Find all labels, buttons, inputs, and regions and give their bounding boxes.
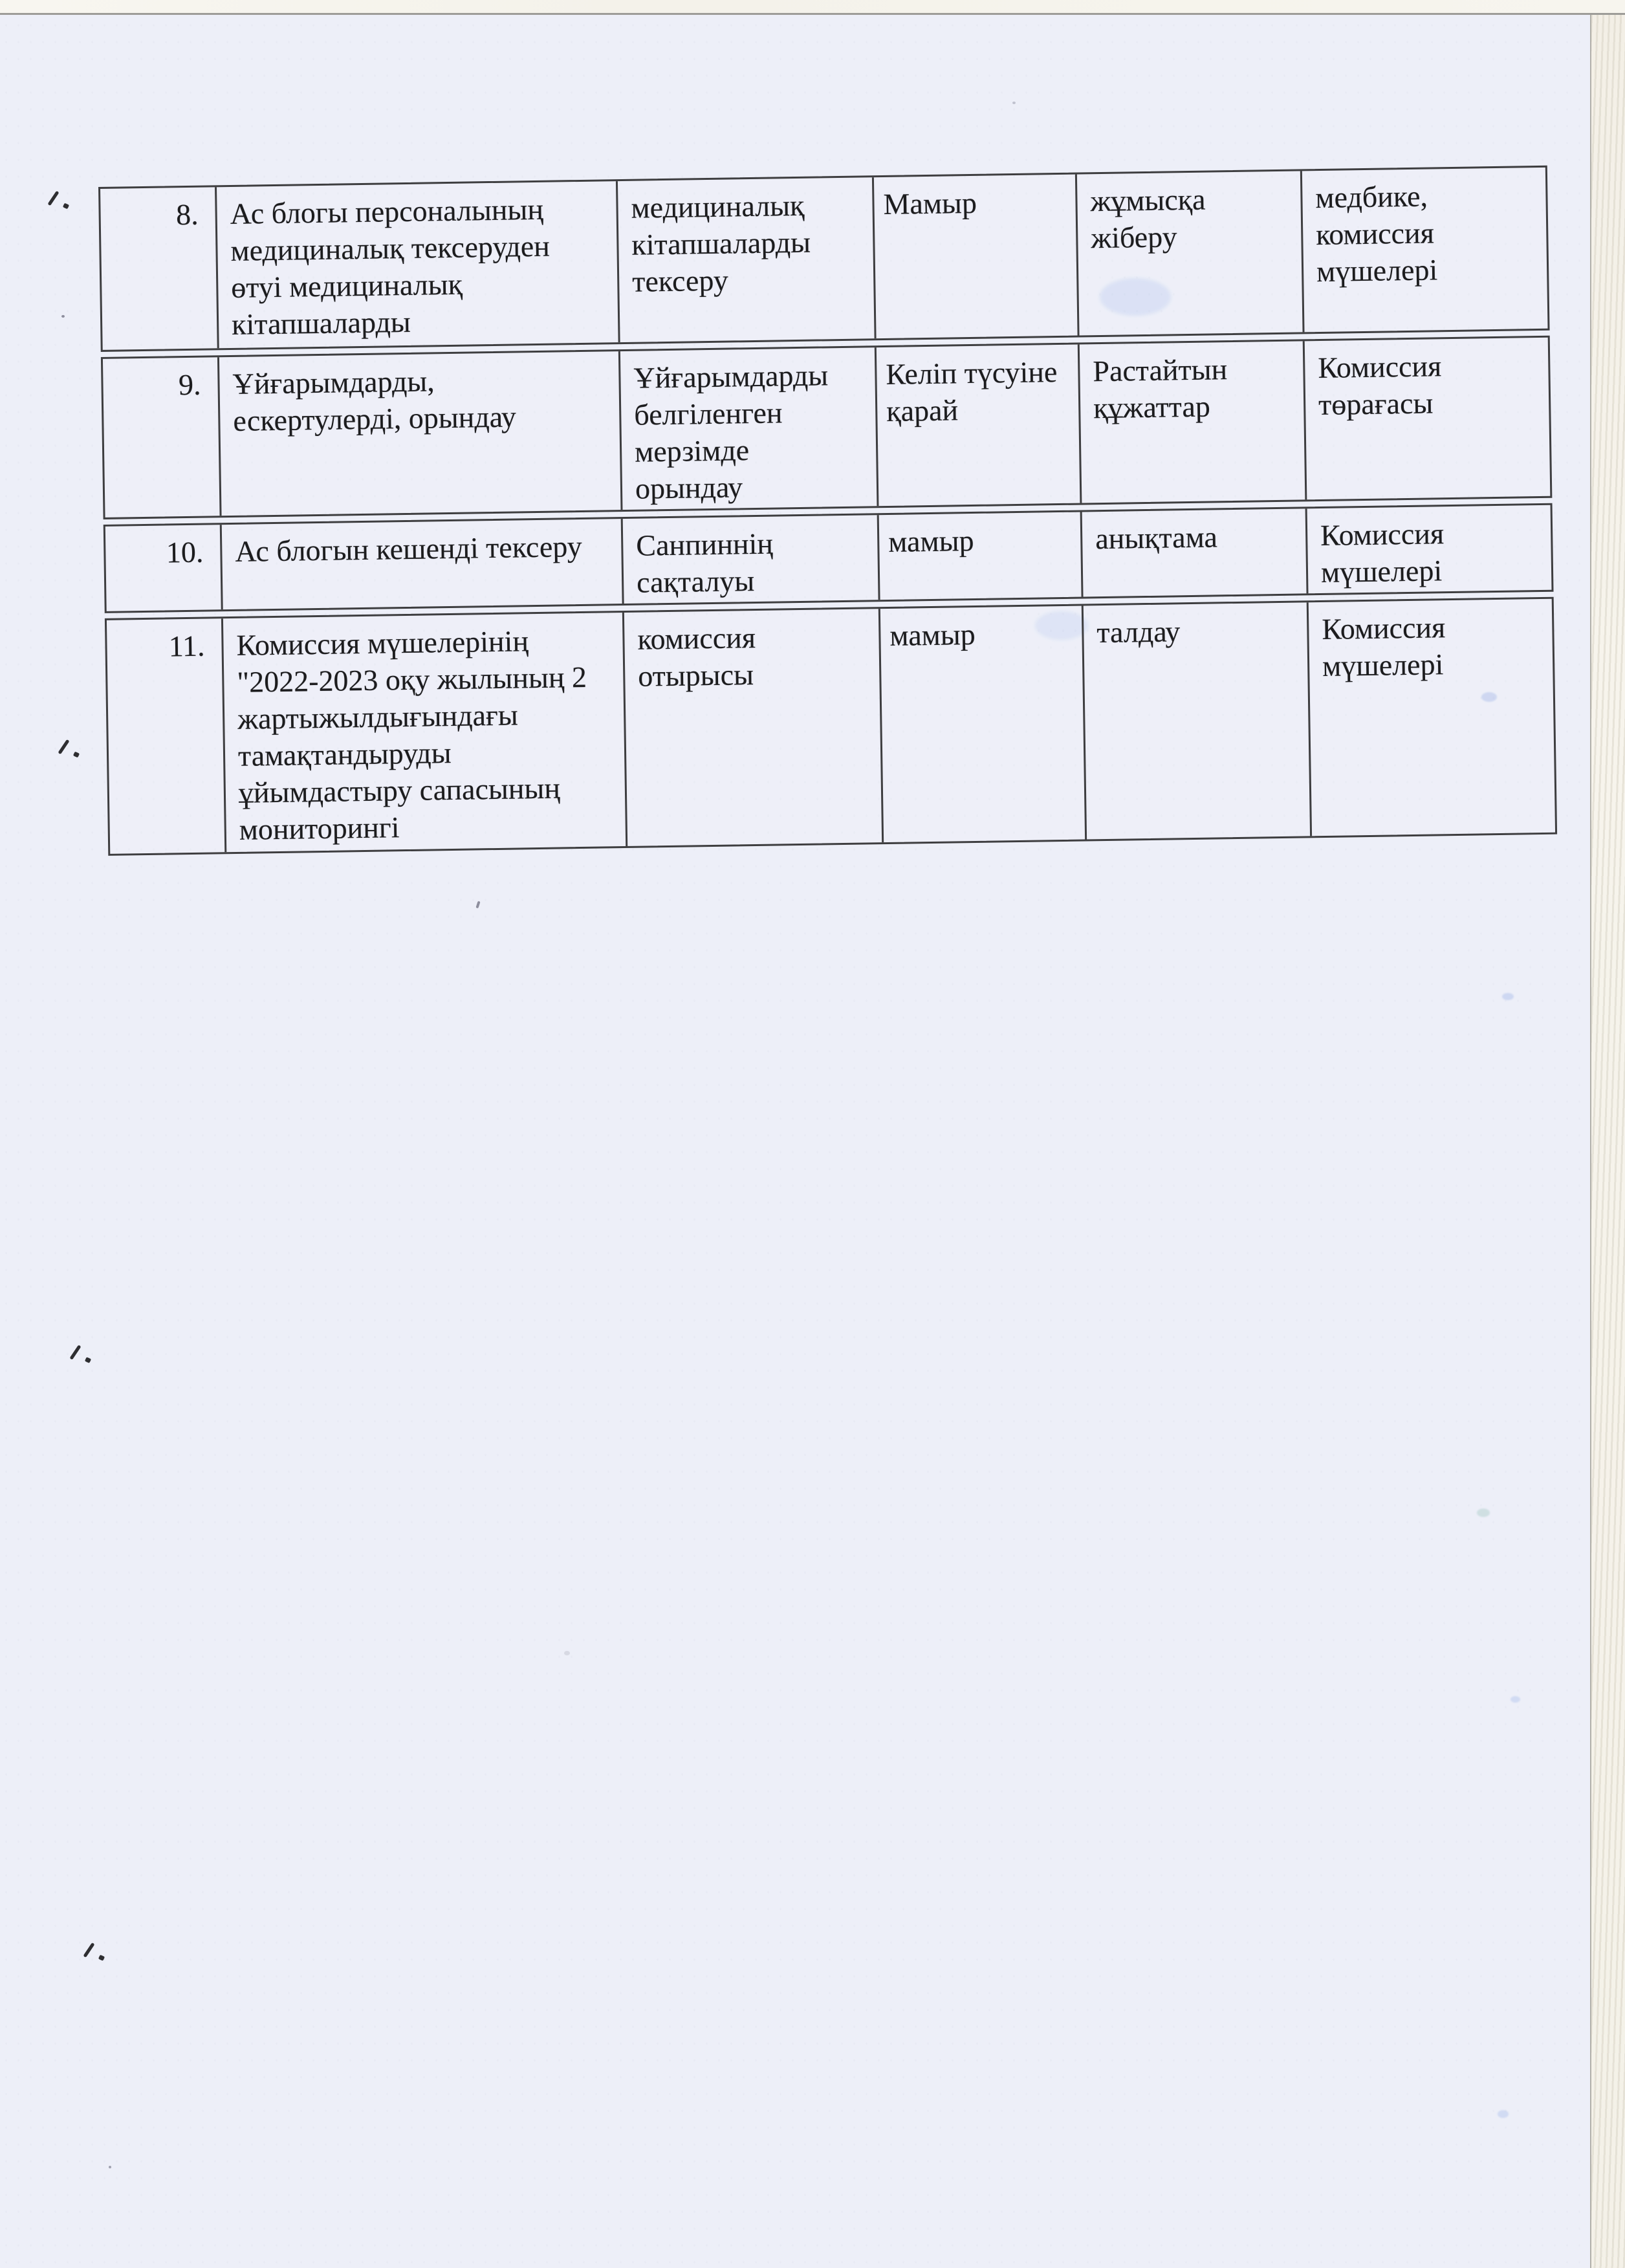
table-row bbox=[101, 336, 1552, 519]
scan-speck bbox=[61, 315, 65, 318]
result-cell: жұмысқа жіберу bbox=[1077, 171, 1305, 335]
row-number-cell: 11. bbox=[107, 618, 226, 854]
responsible-cell: Комиссия төрағасы bbox=[1317, 349, 1442, 422]
scan-smudge bbox=[1502, 993, 1514, 1000]
form-cell: медициналық кітапшаларды тексеру bbox=[618, 177, 877, 342]
row-number-cell: 9. bbox=[103, 357, 222, 518]
scanner-edge-top bbox=[0, 0, 1625, 15]
table-row bbox=[98, 166, 1550, 352]
task-cell: Комиссия мүшелерінің "2022-2023 оқу жылының 2 жартыжылдығындағы тамақтандыруды ұйымдастыру сапасының мониторингі bbox=[223, 613, 627, 852]
task-cell: Ас блогы персоналының медициналық тексеруден өтуі медициналық кітапшаларды bbox=[217, 181, 620, 348]
result-cell: Растайтын құжаттар bbox=[1080, 341, 1307, 503]
result-cell: талдау bbox=[1084, 602, 1312, 839]
responsible-cell: медбике, комиссия мүшелері bbox=[1315, 179, 1438, 289]
form-cell: комиссия отырысы bbox=[624, 609, 884, 846]
form-cell: Ұйғарымдарды белгіленген мерзімде орындау bbox=[620, 347, 879, 510]
margin-scribble-mark bbox=[85, 1942, 107, 1964]
responsible-cell: Комиссия мүшелері bbox=[1320, 517, 1445, 589]
row-number-cell: 8. bbox=[100, 187, 219, 350]
result-cell: анықтама bbox=[1082, 508, 1309, 596]
row-number-cell: 10. bbox=[105, 525, 223, 611]
plan-table bbox=[98, 166, 1557, 856]
margin-scribble-mark bbox=[71, 1344, 93, 1366]
form-cell: Санпиннің сақталуы bbox=[623, 515, 880, 604]
timing-cell: Мамыр bbox=[874, 175, 1080, 339]
scanner-edge-right bbox=[1590, 0, 1625, 2268]
scan-speck bbox=[109, 2166, 111, 2168]
margin-scribble-mark bbox=[49, 190, 71, 212]
timing-cell: мамыр bbox=[879, 512, 1084, 600]
responsible-cell: Комиссия мүшелері bbox=[1321, 611, 1446, 683]
table-row bbox=[105, 597, 1557, 856]
scan-smudge bbox=[1477, 1509, 1490, 1517]
timing-cell: мамыр bbox=[880, 605, 1087, 842]
timing-cell: Келіп түсуіне қарай bbox=[877, 345, 1082, 507]
task-cell: Ұйғарымдарды, ескертулерді, орындау bbox=[219, 351, 623, 516]
task-cell: Ас блогын кешенді тексеру bbox=[222, 519, 624, 609]
scan-speck bbox=[564, 1651, 570, 1655]
scan-speck bbox=[1012, 102, 1016, 104]
table-row bbox=[104, 503, 1554, 613]
scan-speck bbox=[475, 901, 480, 909]
scan-smudge bbox=[1498, 2110, 1509, 2118]
margin-scribble-mark bbox=[60, 739, 82, 761]
scan-smudge bbox=[1510, 1696, 1520, 1703]
